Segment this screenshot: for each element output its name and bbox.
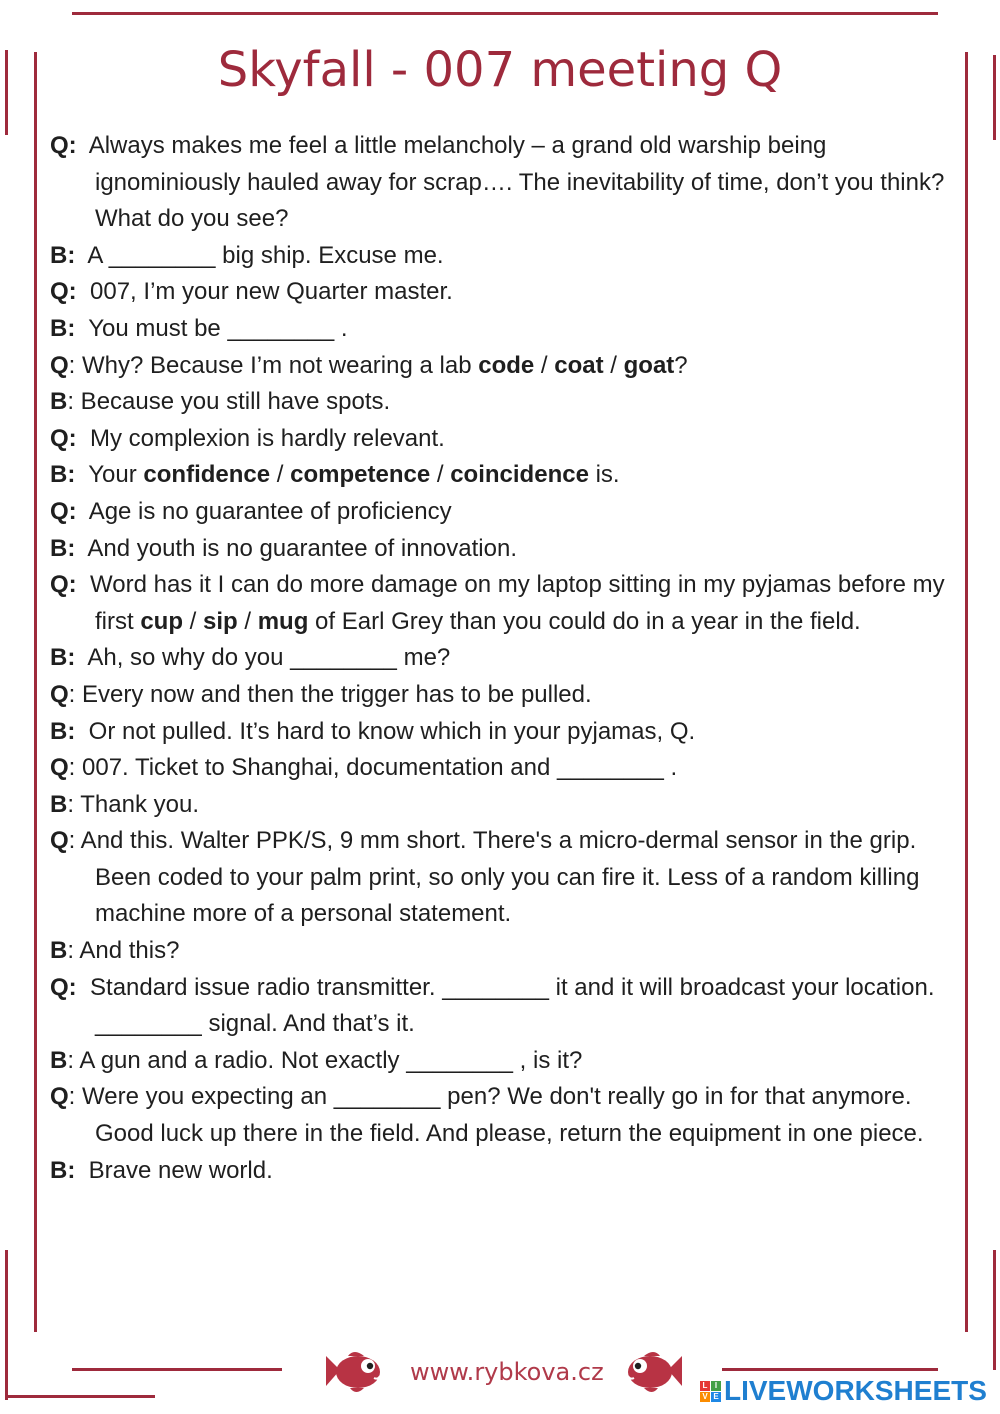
right-rule-mid <box>965 52 968 1332</box>
line-text: Or not pulled. It’s hard to know which in your pyjamas, Q. <box>88 717 696 745</box>
speaker-label: Q: <box>50 973 77 1001</box>
dialogue-line <box>50 238 965 275</box>
dialogue-line <box>50 567 965 640</box>
line-text: : And this? <box>67 937 180 965</box>
line-text: A ________ big ship. Excuse me. <box>87 241 444 269</box>
liveworksheets-logo-icon: L I V E <box>700 1381 721 1402</box>
line-text: of Earl Grey than you could do in a year in the field. <box>308 607 861 635</box>
dialogue-line <box>50 1043 965 1080</box>
fish-icon-right <box>622 1348 686 1398</box>
dialogue-line <box>50 823 965 933</box>
line-text: / <box>534 351 555 379</box>
speaker-label: B: <box>50 644 76 672</box>
fish-icon-left <box>322 1348 386 1398</box>
line-text: / <box>183 607 204 635</box>
speaker-label: Q: <box>50 278 77 306</box>
line-text: Your <box>88 461 144 489</box>
line-text: : A gun and a radio. Not exactly ________ , is it? <box>67 1046 583 1074</box>
speaker-label: B <box>50 1046 68 1074</box>
dialogue-line <box>50 494 965 531</box>
line-text: : And this. Walter PPK/S, 9 mm short. There's a micro-dermal sensor in the grip. Been coded to your palm print, so only you can fire it. Less of a random killing machine more of a personal statement. <box>68 827 920 928</box>
line-text: / <box>237 607 258 635</box>
dialogue-line <box>50 274 965 311</box>
line-text: My complexion is hardly relevant. <box>90 424 445 452</box>
speaker-label: B: <box>50 534 76 562</box>
top-rule <box>72 12 938 15</box>
dialogue-line <box>50 311 965 348</box>
speaker-label: Q <box>50 754 69 782</box>
line-text: Standard issue radio transmitter. ________ it and it will broadcast your location. ________ signal. And that’s it. <box>90 973 935 1038</box>
word-option: cup <box>140 607 183 635</box>
speaker-label: B <box>50 790 68 818</box>
line-text: : Thank you. <box>67 790 199 818</box>
bottom-rule-right <box>722 1368 938 1371</box>
right-rule-bottom <box>993 1250 996 1370</box>
dialogue-line <box>50 714 965 751</box>
line-text: Ah, so why do you ________ me? <box>87 644 451 672</box>
speaker-label: Q: <box>50 571 77 599</box>
line-text: : 007. Ticket to Shanghai, documentation and ________ . <box>68 754 678 782</box>
dialogue-line <box>50 384 965 421</box>
speaker-label: Q <box>50 351 69 379</box>
line-text: And youth is no guarantee of innovation. <box>87 534 517 562</box>
line-text: is. <box>588 461 620 489</box>
word-option: mug <box>257 607 309 635</box>
page-title: Skyfall - 007 meeting Q <box>217 42 783 98</box>
word-option: coincidence <box>450 461 589 489</box>
left-rule-bottom <box>5 1250 8 1400</box>
liveworksheets-wordmark: LIVEWORKSHEETS <box>724 1375 987 1406</box>
speaker-label: Q <box>50 827 69 855</box>
line-text: : Every now and then the trigger has to be pulled. <box>68 680 592 708</box>
speaker-label: B: <box>50 314 76 342</box>
dialogue <box>50 128 965 1189</box>
line-text: 007, I’m your new Quarter master. <box>90 278 453 306</box>
speaker-label: Q: <box>50 497 77 525</box>
word-option: competence <box>290 461 431 489</box>
speaker-label: B: <box>50 717 76 745</box>
dialogue-line <box>50 457 965 494</box>
dialogue-line <box>50 1153 965 1190</box>
left-rule-mid <box>34 52 37 1332</box>
speaker-label: B: <box>50 241 76 269</box>
word-option: coat <box>554 351 604 379</box>
dialogue-line <box>50 421 965 458</box>
dialogue-line <box>50 531 965 568</box>
dialogue-line <box>50 128 965 238</box>
dialogue-line <box>50 750 965 787</box>
word-option: code <box>478 351 535 379</box>
liveworksheets-brand[interactable] <box>700 1376 987 1406</box>
word-option: goat <box>623 351 675 379</box>
footer-url[interactable]: www.rybkova.cz <box>410 1358 604 1386</box>
speaker-label: B <box>50 388 68 416</box>
line-text: You must be ________ . <box>88 314 348 342</box>
line-text: Always makes me feel a little melancholy – a grand old warship being ignominiously hauled away for scrap…. The inevitability of time, don’t you think? What do you see? <box>88 132 945 233</box>
line-text: : Were you expecting an ________ pen? We don't really go in for that anymore. Good luck up there in the field. And please, return the equipment in one piece. <box>68 1083 924 1148</box>
line-text: / <box>270 461 291 489</box>
dialogue-line <box>50 1079 965 1152</box>
dialogue-line <box>50 787 965 824</box>
word-option: sip <box>203 607 238 635</box>
line-text: Age is no guarantee of proficiency <box>88 497 452 525</box>
bottom-rule-left <box>72 1368 282 1371</box>
bottom-rule-left-low <box>5 1395 155 1398</box>
speaker-label: B <box>50 937 68 965</box>
line-text: / <box>430 461 451 489</box>
speaker-label: B: <box>50 1156 76 1184</box>
speaker-label: Q <box>50 680 69 708</box>
word-option: confidence <box>143 461 271 489</box>
dialogue-line <box>50 677 965 714</box>
line-text: ? <box>674 351 688 379</box>
dialogue-line <box>50 640 965 677</box>
line-text: Word has it I can do more damage on my laptop sitting in my pyjamas before my first <box>90 571 945 635</box>
line-text: : Because you still have spots. <box>67 388 391 416</box>
dialogue-line <box>50 348 965 385</box>
dialogue-line <box>50 970 965 1043</box>
line-text: / <box>603 351 624 379</box>
speaker-label: B: <box>50 461 76 489</box>
speaker-label: Q <box>50 1083 69 1111</box>
speaker-label: Q: <box>50 424 77 452</box>
speaker-label: Q: <box>50 132 77 159</box>
line-text: Brave new world. <box>88 1156 273 1184</box>
dialogue-line <box>50 933 965 970</box>
line-text: : Why? Because I’m not wearing a lab <box>68 351 479 379</box>
